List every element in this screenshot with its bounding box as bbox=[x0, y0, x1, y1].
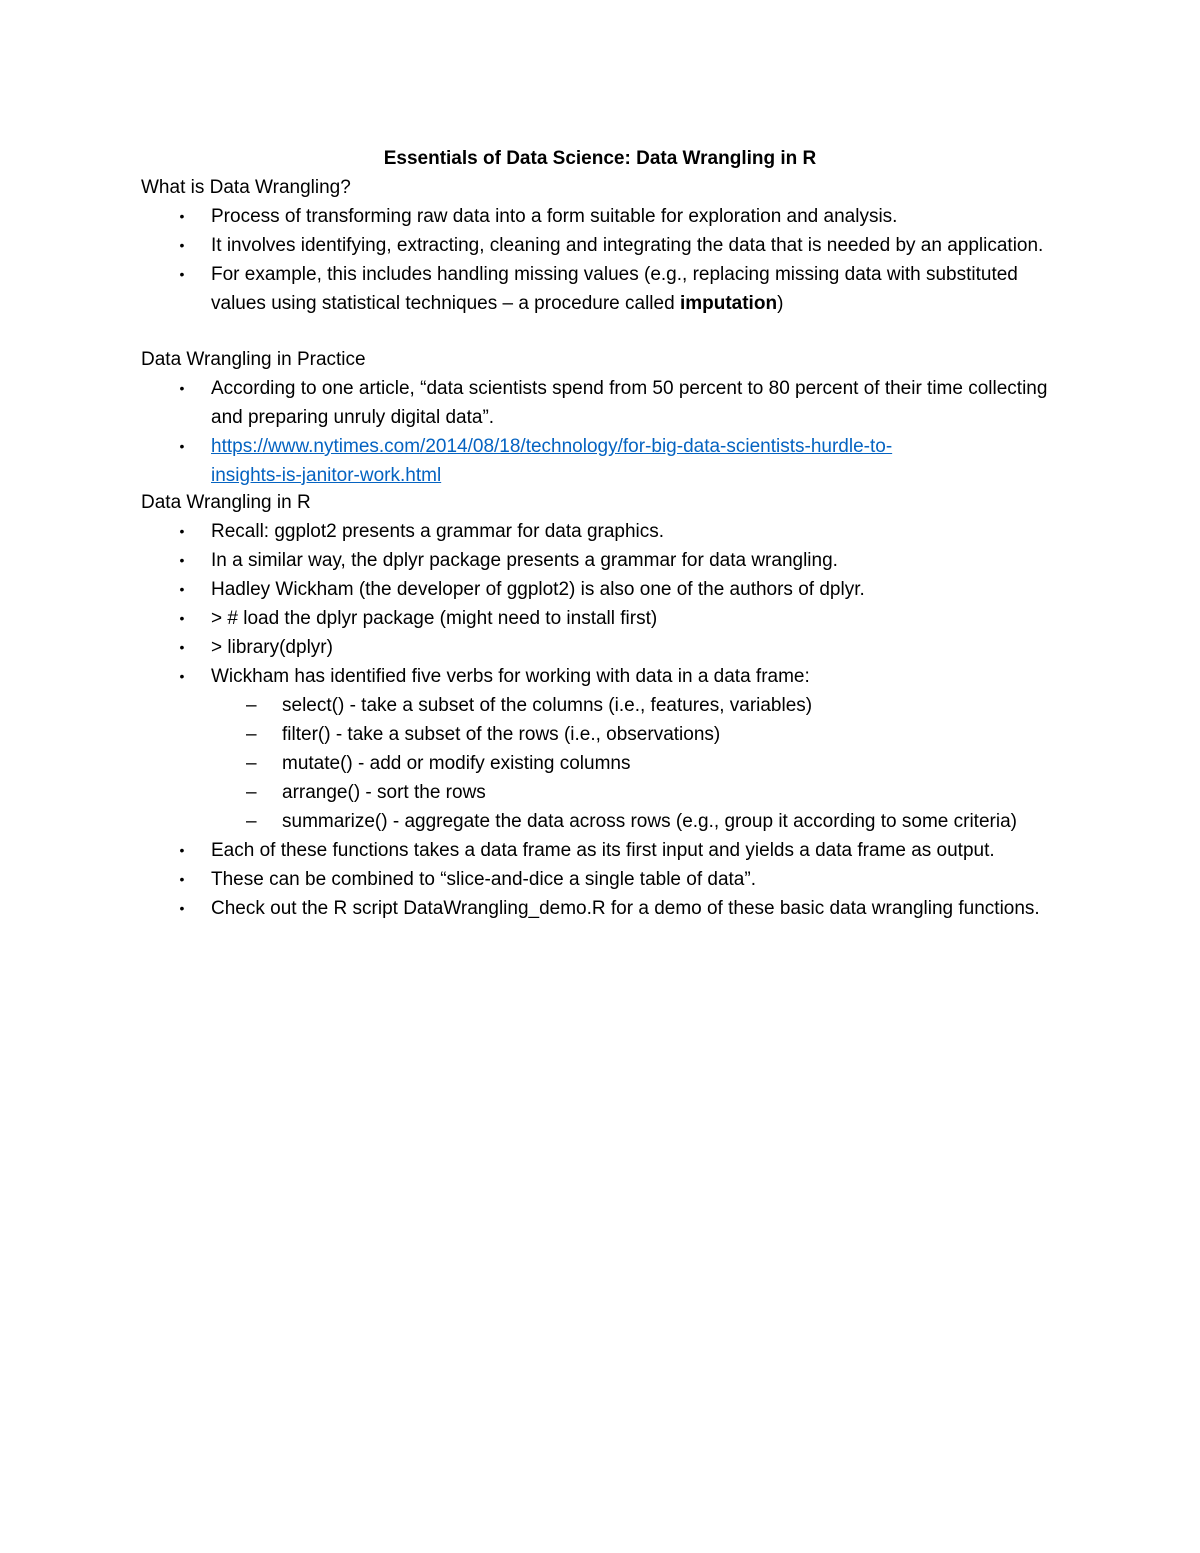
section-heading-what-is-data-wrangling: What is Data Wrangling? bbox=[141, 177, 351, 198]
imputation-term: imputation bbox=[679, 293, 778, 314]
list-item-text: It involves identifying, extracting, cleaning and integrating the data that is needed by an application. bbox=[211, 235, 1044, 256]
list-item bbox=[0, 865, 1200, 894]
list-item-text bbox=[211, 260, 1070, 318]
bullet-icon: • bbox=[179, 871, 185, 887]
section-heading-data-wrangling-in-r: Data Wrangling in R bbox=[141, 492, 311, 513]
section-heading-data-wrangling-in-practice: Data Wrangling in Practice bbox=[141, 349, 366, 370]
bullet-icon: • bbox=[179, 900, 185, 916]
sub-list-item-text: select() - take a subset of the columns (i.e., features, variables) bbox=[282, 695, 813, 716]
list-item-text: Hadley Wickham (the developer of ggplot2) is also one of the authors of dplyr. bbox=[211, 579, 865, 600]
sub-list-item-text: summarize() - aggregate the data across rows (e.g., group it according to some criteria) bbox=[282, 811, 1017, 832]
list-item-text: According to one article, “data scientists spend from 50 percent to 80 percent of their time collecting and preparing unruly digital data”. bbox=[211, 378, 1048, 428]
document-title: Essentials of Data Science: Data Wrangling in R bbox=[383, 148, 817, 169]
bullet-icon: • bbox=[179, 639, 185, 655]
dash-icon: – bbox=[246, 782, 257, 803]
dash-icon: – bbox=[246, 753, 257, 774]
list-item bbox=[0, 202, 1200, 231]
imputation-suffix: ) bbox=[777, 293, 784, 314]
sub-list-item-text: mutate() - add or modify existing columns bbox=[282, 753, 631, 774]
sub-list-item bbox=[0, 807, 1200, 836]
list-item-text: > library(dplyr) bbox=[211, 637, 333, 658]
list-item bbox=[0, 836, 1200, 865]
list-item-text: Recall: ggplot2 presents a grammar for data graphics. bbox=[211, 521, 665, 542]
list-item-text bbox=[211, 432, 1070, 490]
nytimes-article-link[interactable] bbox=[211, 436, 892, 486]
link-line-1: https://www.nytimes.com/2014/08/18/technology/for-big-data-scientists-hurdle-to- bbox=[211, 436, 893, 457]
list-item bbox=[0, 546, 1200, 575]
list-item-text: Wickham has identified five verbs for working with data in a data frame: bbox=[211, 666, 810, 687]
list-item bbox=[0, 604, 1200, 633]
bullet-icon: • bbox=[179, 266, 185, 282]
list-item bbox=[0, 517, 1200, 546]
list-item bbox=[0, 575, 1200, 604]
list-item bbox=[0, 894, 1200, 923]
section2-bullet-list bbox=[0, 374, 1200, 490]
bullet-icon: • bbox=[179, 581, 185, 597]
list-item-text: > # load the dplyr package (might need to install first) bbox=[211, 608, 658, 629]
section3-bullet-list bbox=[0, 517, 1200, 923]
list-item bbox=[0, 231, 1200, 260]
bullet-icon: • bbox=[179, 610, 185, 626]
list-item-text: Each of these functions takes a data frame as its first input and yields a data frame as output. bbox=[211, 840, 995, 861]
list-item-text: Process of transforming raw data into a form suitable for exploration and analysis. bbox=[211, 206, 898, 227]
list-item-text: Check out the R script DataWrangling_demo.R for a demo of these basic data wrangling functions. bbox=[211, 898, 1040, 919]
sub-list-item bbox=[0, 720, 1200, 749]
bullet-icon: • bbox=[179, 552, 185, 568]
sub-list-item bbox=[0, 691, 1200, 720]
section1-bullet-list bbox=[0, 202, 1200, 318]
bullet-icon: • bbox=[179, 237, 185, 253]
bullet-icon: • bbox=[179, 208, 185, 224]
sub-list-item-text: arrange() - sort the rows bbox=[282, 782, 486, 803]
bullet-icon: • bbox=[179, 842, 185, 858]
bullet-icon: • bbox=[179, 523, 185, 539]
bullet-icon: • bbox=[179, 668, 185, 684]
bullet-icon: • bbox=[179, 380, 185, 396]
dash-icon: – bbox=[246, 811, 257, 832]
dash-icon: – bbox=[246, 695, 257, 716]
list-item bbox=[0, 374, 1200, 432]
link-line-2: insights-is-janitor-work.html bbox=[211, 465, 442, 486]
list-item-text: These can be combined to “slice-and-dice a single table of data”. bbox=[211, 869, 756, 890]
sub-list-item bbox=[0, 778, 1200, 807]
imputation-prefix: For example, this includes handling missing values (e.g., replacing missing data with substituted values using statistical techniques – a procedure called bbox=[211, 264, 1018, 314]
bullet-icon: • bbox=[179, 438, 185, 454]
list-item bbox=[0, 432, 1200, 490]
list-item bbox=[0, 260, 1200, 318]
list-item bbox=[0, 633, 1200, 662]
list-item bbox=[0, 662, 1200, 836]
sub-list-item bbox=[0, 749, 1200, 778]
dash-icon: – bbox=[246, 724, 257, 745]
verbs-sub-list bbox=[0, 691, 1200, 836]
list-item-text: In a similar way, the dplyr package presents a grammar for data wrangling. bbox=[211, 550, 838, 571]
sub-list-item-text: filter() - take a subset of the rows (i.e., observations) bbox=[282, 724, 721, 745]
